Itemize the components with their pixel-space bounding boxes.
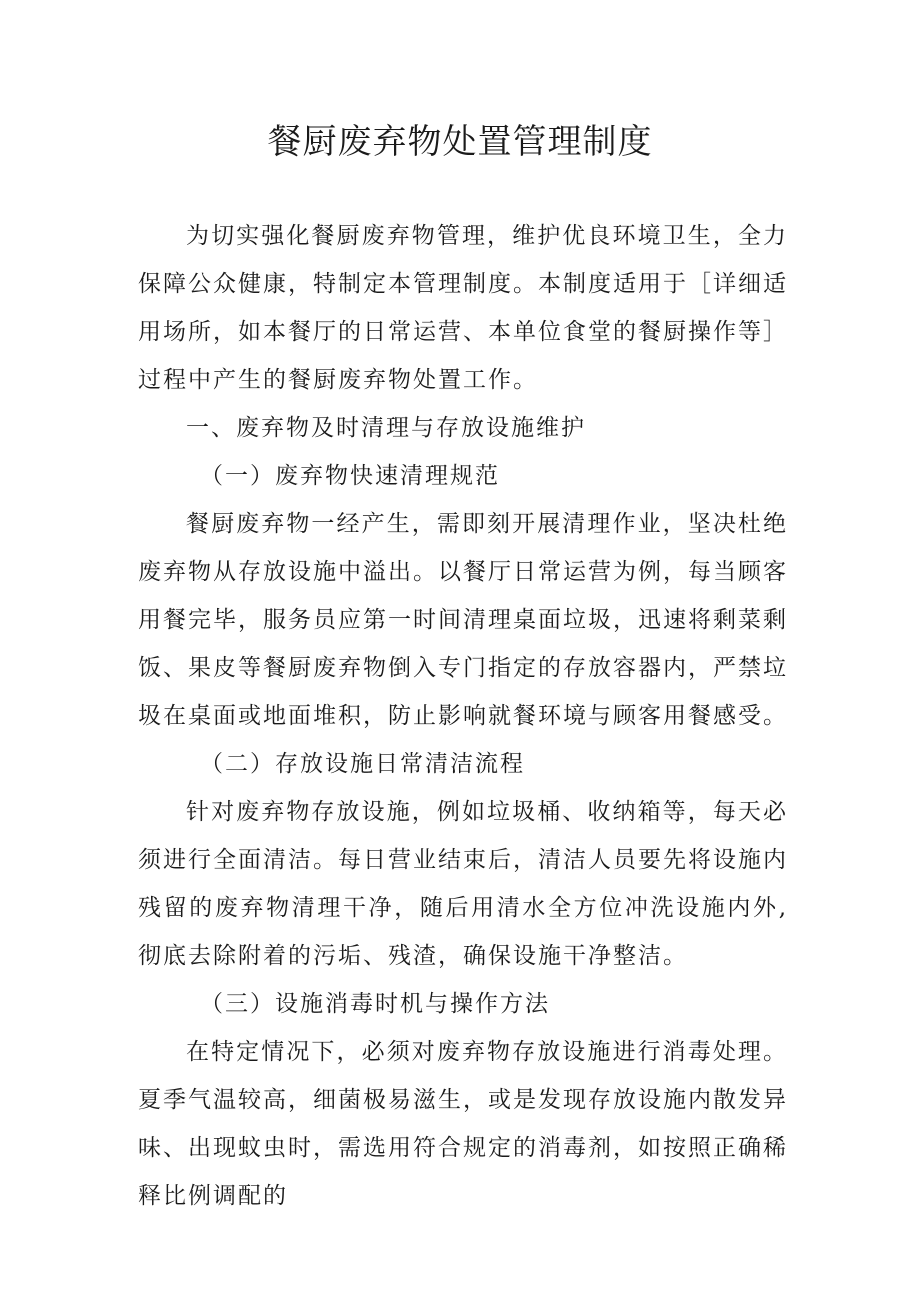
subsection-paragraph-1: 餐厨废弃物一经产生，需即刻开展清理作业，坚决杜绝废弃物从存放设施中溢出。以餐厅日常运营为例，每当顾客用餐完毕，服务员应第一时间清理桌面垃圾，迅速将剩菜剩饭、果皮等餐厨废弃物倒入专门指定的存放容器内，严禁垃圾在桌面或地面堆积，防止影响就餐环境与顾客用餐感受。 xyxy=(138,511,788,729)
subsection-heading-3: （三）设施消毒时机与操作方法 xyxy=(200,991,550,1017)
subsection-paragraph-3: 在特定情况下，必须对废弃物存放设施进行消毒处理。夏季气温较高，细菌极易滋生，或是发现存放设施内散发异味、出现蚊虫时，需选用符合规定的消毒剂，如按照正确稀释比例调配的 xyxy=(138,1039,788,1209)
document-body xyxy=(138,212,788,1220)
section-heading-1: 一、废弃物及时清理与存放设施维护 xyxy=(186,415,586,441)
subsection-heading-1: （一）废弃物快速清理规范 xyxy=(200,463,500,489)
subsection-paragraph-2: 针对废弃物存放设施，例如垃圾桶、收纳箱等，每天必须进行全面清洁。每日营业结束后，清洁人员要先将设施内残留的废弃物清理干净，随后用清水全方位冲洗设施内外,彻底去除附着的污垢、残渣，确保设施干净整洁。 xyxy=(138,799,788,969)
intro-paragraph: 为切实强化餐厨废弃物管理，维护优良环境卫生，全力保障公众健康，特制定本管理制度。本制度适用于［详细适用场所，如本餐厅的日常运营、本单位食堂的餐厨操作等］过程中产生的餐厨废弃物处置工作。 xyxy=(138,223,788,393)
document-title: 餐厨废弃物处置管理制度 xyxy=(267,122,653,162)
subsection-heading-2: （二）存放设施日常清洁流程 xyxy=(200,751,525,777)
